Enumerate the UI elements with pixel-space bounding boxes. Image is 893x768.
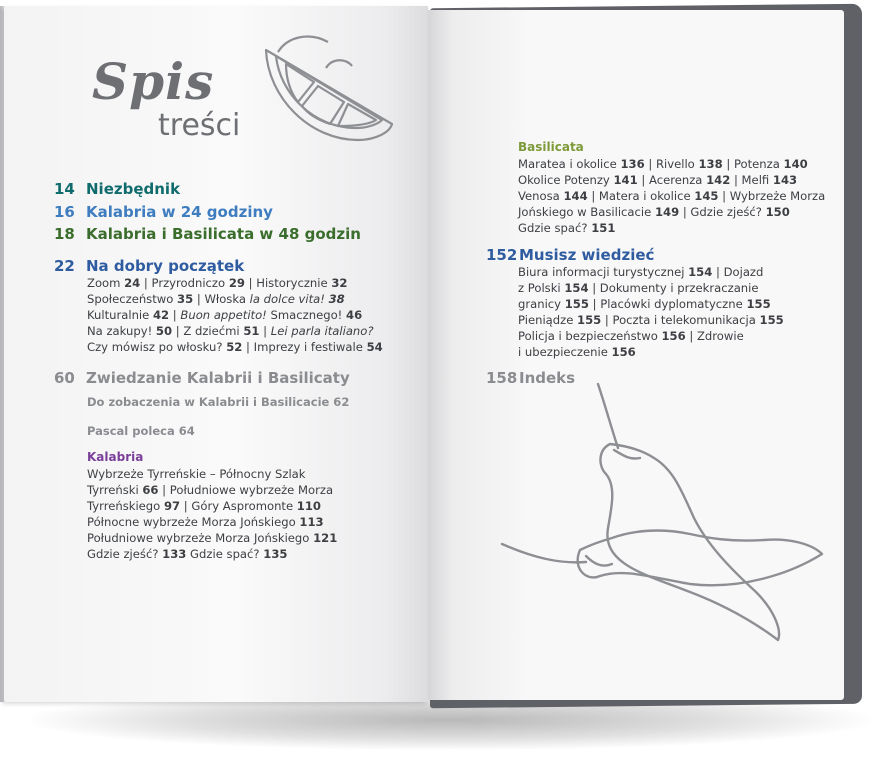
page-number: 18 xyxy=(54,225,75,243)
region-title-basilicata: Basilicata xyxy=(518,140,584,154)
sub-line: granicy 155 | Placówki dyplomatyczne 155 xyxy=(518,297,771,311)
lemon-slice-illustration xyxy=(258,28,398,148)
sub-line: Gdzie zjeść? 133 Gdzie spać? 135 xyxy=(87,547,288,561)
page-number: 152 xyxy=(486,246,518,264)
entry-title: Na dobry początek xyxy=(86,257,245,275)
sub-line: z Polski 154 | Dokumenty i przekraczanie xyxy=(518,281,759,295)
sub-line: Policja i bezpieczeństwo 156 | Zdrowie xyxy=(518,329,744,343)
sub-line: Okolice Potenzy 141 | Acerenza 142 | Melfi 143 xyxy=(518,173,798,187)
page-number: 14 xyxy=(54,180,75,198)
sub-line: Gdzie spać? 151 xyxy=(518,221,616,235)
entry-title: Kalabria i Basilicata w 48 godzin xyxy=(86,225,361,243)
sub-line: Kulturalnie 42 | Buon appetito! Smacznego! 46 xyxy=(87,308,363,322)
entry-title: Musisz wiedzieć xyxy=(519,246,655,264)
page-number: 22 xyxy=(54,257,75,275)
sub-line: Zoom 24 | Przyrodniczo 29 | Historycznie 32 xyxy=(87,276,348,290)
basilicata-subentries xyxy=(518,156,825,236)
sub-line: Na zakupy! 50 | Z dziećmi 51 | Lei parla italiano? xyxy=(87,324,374,338)
toc-entry-musisz-wiedziec[interactable] xyxy=(486,246,654,264)
toc-entry-niezbednik[interactable] xyxy=(54,180,180,198)
sub-line: i ubezpieczenie 156 xyxy=(518,345,636,359)
chili-peppers-illustration xyxy=(494,378,834,648)
musisz-wiedziec-subentries xyxy=(518,264,784,360)
sub-line: Południowe wybrzeże Morza Jońskiego 121 xyxy=(87,531,338,545)
sub-line: Jońskiego w Basilicacie 149 | Gdzie zjeść? 150 xyxy=(518,205,790,219)
sub-line: Tyrreńskiego 97 | Góry Aspromonte 110 xyxy=(87,499,321,513)
toc-entry-kalabria-24[interactable] xyxy=(54,203,273,221)
toc-subentry-do-zobaczenia[interactable]: Do zobaczenia w Kalabrii i Basilicacie 62 xyxy=(87,395,350,409)
toc-subentry-pascal-poleca[interactable]: Pascal poleca 64 xyxy=(87,424,195,438)
heading-spis: Spis xyxy=(92,52,215,111)
kalabria-subentries xyxy=(87,466,337,562)
sub-line: Tyrreński 66 | Południowe wybrzeże Morza xyxy=(87,483,334,497)
toc-entry-kalabria-48[interactable] xyxy=(54,225,361,243)
sub-line: Północne wybrzeże Morza Jońskiego 113 xyxy=(87,515,324,529)
heading-tresci: treści xyxy=(158,108,241,143)
na-dobry-poczatek-subentries xyxy=(87,275,383,355)
entry-title: Indeks xyxy=(519,369,576,387)
region-title-kalabria: Kalabria xyxy=(87,450,144,464)
toc-entry-zwiedzanie[interactable] xyxy=(54,369,350,387)
sub-line: Pieniądze 155 | Poczta i telekomunikacja 155 xyxy=(518,313,784,327)
entry-title: Zwiedzanie Kalabrii i Basilicaty xyxy=(86,369,350,387)
sub-line: Venosa 144 | Matera i okolice 145 | Wybrzeże Morza xyxy=(518,189,826,203)
page-number: 158 xyxy=(486,369,518,387)
page-number: 60 xyxy=(54,369,75,387)
entry-title: Kalabria w 24 godziny xyxy=(86,203,273,221)
sub-line: Maratea i okolice 136 | Rivello 138 | Potenza 140 xyxy=(518,157,808,171)
entry-title: Niezbędnik xyxy=(86,180,181,198)
page-number: 16 xyxy=(54,203,75,221)
sub-line: Biura informacji turystycznej 154 | Dojazd xyxy=(518,265,764,279)
sub-line: Społeczeństwo 35 | Włoska la dolce vita! 38 xyxy=(87,292,345,306)
toc-entry-na-dobry-poczatek[interactable] xyxy=(54,257,244,275)
sub-line: Wybrzeże Tyrreńskie – Północny Szlak xyxy=(87,467,306,481)
sub-line: Czy mówisz po włosku? 52 | Imprezy i festiwale 54 xyxy=(87,340,383,354)
